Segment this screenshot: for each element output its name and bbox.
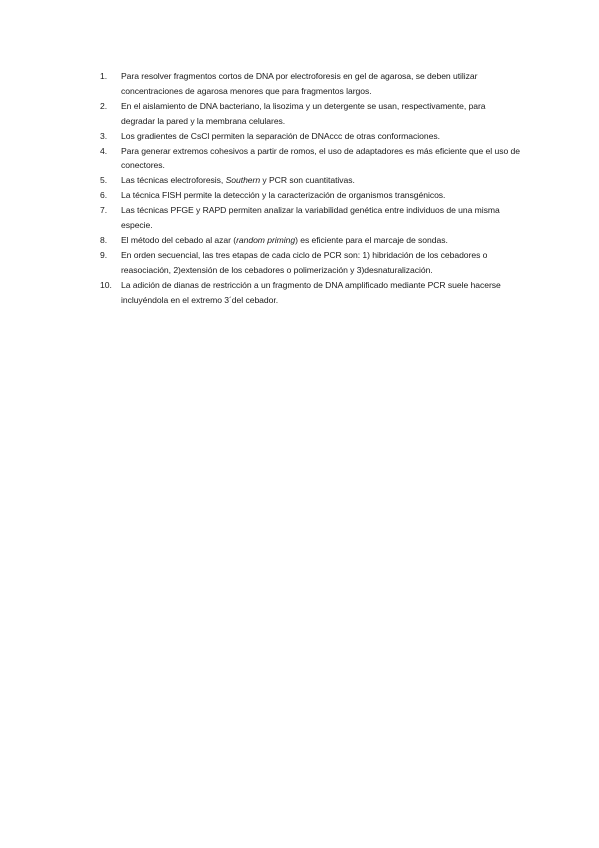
statement-list: [100, 69, 520, 308]
item-text-italic: Southern: [225, 175, 261, 186]
item-number: 6.: [100, 190, 108, 201]
item-text-pre: El método del cebado al azar (: [121, 234, 237, 245]
item-number: 8.: [100, 234, 108, 245]
list-item: [100, 248, 520, 278]
item-number: 1.: [100, 71, 108, 81]
item-text-post: y PCR son cuantitativas.: [260, 175, 355, 186]
list-item: [100, 203, 520, 233]
item-text-post: ) es eficiente para el marcaje de sondas.: [295, 234, 448, 245]
item-number: 7.: [100, 205, 108, 216]
item-number: 2.: [100, 100, 108, 111]
item-text: La técnica FISH permite la detección y la caracterización de organismos transgénicos.: [121, 190, 446, 201]
list-item: [100, 99, 520, 129]
item-text: Los gradientes de CsCl permiten la separación de DNAccc de otras conformaciones.: [121, 130, 440, 141]
item-text: En orden secuencial, las tres etapas de cada ciclo de PCR son: 1) hibridación de los cebadores o reasociación, 2)extensión de los cebadores o polimerización y 3)desnaturalización.: [121, 249, 488, 275]
item-number: 3.: [100, 130, 108, 141]
list-item: [100, 173, 520, 188]
item-text: Para generar extremos cohesivos a partir de romos, el uso de adaptadores es más eficiente que el uso de conectores.: [121, 145, 520, 171]
list-item: [100, 278, 520, 308]
item-number: 4.: [100, 145, 108, 156]
item-number: 5.: [100, 175, 108, 186]
item-text-italic: random priming: [236, 234, 296, 245]
item-text: La adición de dianas de restricción a un fragmento de DNA amplificado mediante PCR suele hacerse incluyéndola en el extremo 3´del cebador.: [121, 279, 501, 305]
item-text: [121, 235, 448, 245]
item-text: En el aislamiento de DNA bacteriano, la lisozima y un detergente se usan, respectivamente, para degradar la pared y la membrana celulares.: [121, 100, 486, 126]
item-text: [121, 175, 355, 185]
item-number: 10.: [100, 279, 112, 290]
list-item: [100, 129, 520, 144]
list-item: [100, 233, 520, 248]
list-item: [100, 188, 520, 203]
item-text: Las técnicas PFGE y RAPD permiten analizar la variabilidad genética entre individuos de una misma especie.: [121, 205, 500, 231]
list-item: [100, 69, 520, 99]
item-text-pre: Las técnicas electroforesis,: [121, 175, 226, 186]
item-number: 9.: [100, 249, 108, 260]
item-text: Para resolver fragmentos cortos de DNA por electroforesis en gel de agarosa, se deben utilizar concentraciones de agarosa menores que para fragmentos largos.: [121, 71, 478, 96]
list-item: [100, 144, 520, 174]
